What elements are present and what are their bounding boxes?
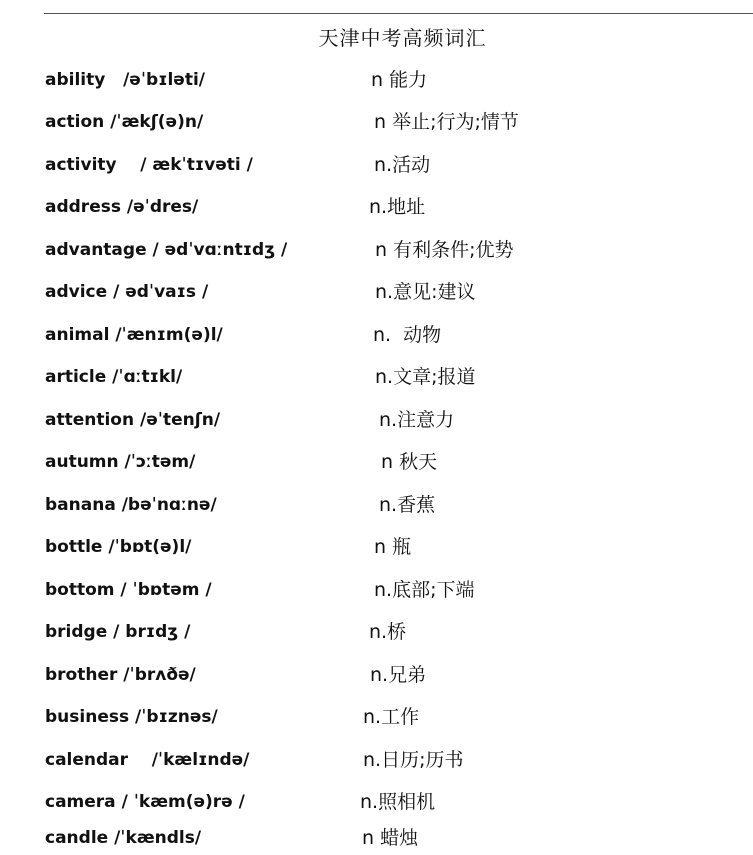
vocab-word: activity / ækˈtɪvəti / (45, 155, 253, 175)
vocab-word: address /əˈdres/ (45, 197, 199, 217)
vocab-entry (0, 190, 753, 224)
vocab-word: business /ˈbɪznəs/ (45, 707, 218, 727)
vocab-entry (0, 403, 753, 437)
vocab-word: advantage / ədˈvɑːntɪdʒ / (45, 240, 288, 260)
vocab-meaning: n 秋天 (381, 451, 438, 473)
vocab-entry (0, 275, 753, 309)
vocab-meaning: n.底部;下端 (374, 579, 475, 601)
vocab-entry (0, 743, 753, 777)
vocab-entry (0, 530, 753, 564)
vocab-meaning: n 蜡烛 (362, 827, 419, 849)
vocab-meaning: n.香蕉 (379, 494, 436, 516)
vocab-meaning: n 有利条件;优势 (375, 239, 514, 261)
vocab-meaning: n.注意力 (379, 409, 455, 431)
vocab-entry (0, 445, 753, 479)
vocab-meaning: n. 动物 (373, 324, 442, 346)
vocab-word: camera / ˈkæm(ə)rə / (45, 792, 245, 812)
vocab-meaning: n.兄弟 (370, 664, 427, 686)
vocab-word: brother /ˈbrʌðə/ (45, 665, 196, 685)
vocab-word: advice / ədˈvaɪs / (45, 282, 209, 302)
vocab-entry (0, 658, 753, 692)
vocab-meaning: n 举止;行为;情节 (374, 111, 519, 133)
vocab-meaning: n.桥 (369, 621, 407, 643)
vocab-word: bottle /ˈbɒt(ə)l/ (45, 537, 192, 557)
vocab-word: article /ˈɑːtɪkl/ (45, 367, 183, 387)
vocab-entry (0, 148, 753, 182)
vocab-word: animal /ˈænɪm(ə)l/ (45, 325, 223, 345)
vocab-meaning: n.地址 (369, 196, 426, 218)
vocab-entry (0, 488, 753, 522)
vocab-entry (0, 63, 753, 97)
vocab-word: calendar /ˈkælɪndə/ (45, 750, 250, 770)
vocab-meaning: n 能力 (371, 69, 428, 91)
vocab-entry (0, 318, 753, 352)
vocab-meaning: n.文章;报道 (375, 366, 476, 388)
vocab-entry (0, 700, 753, 734)
vocab-meaning: n.意见:建议 (375, 281, 476, 303)
vocab-word: bottom / ˈbɒtəm / (45, 580, 212, 600)
vocab-entry (0, 573, 753, 607)
vocab-word: attention /əˈtenʃn/ (45, 410, 221, 430)
vocab-meaning: n.工作 (363, 706, 420, 728)
vocab-word: ability /əˈbɪləti/ (45, 70, 205, 90)
vocab-entry (0, 821, 753, 855)
vocab-entry (0, 233, 753, 267)
vocab-word: bridge / brɪdʒ / (45, 622, 191, 642)
vocab-entry (0, 785, 753, 819)
vocab-meaning: n 瓶 (374, 536, 412, 558)
vocab-entry (0, 360, 753, 394)
vocab-word: candle /ˈkændls/ (45, 828, 202, 848)
vocab-entry (0, 105, 753, 139)
vocab-word: banana /bəˈnɑːnə/ (45, 495, 217, 515)
vocab-meaning: n.活动 (374, 154, 431, 176)
vocab-meaning: n.照相机 (360, 791, 436, 813)
vocab-entry (0, 615, 753, 649)
vocab-word: autumn /ˈɔːtəm/ (45, 452, 196, 472)
document-title: 天津中考高频词汇 (318, 26, 487, 50)
vocab-meaning: n.日历;历书 (363, 749, 464, 771)
vocab-word: action /ˈækʃ(ə)n/ (45, 112, 204, 132)
